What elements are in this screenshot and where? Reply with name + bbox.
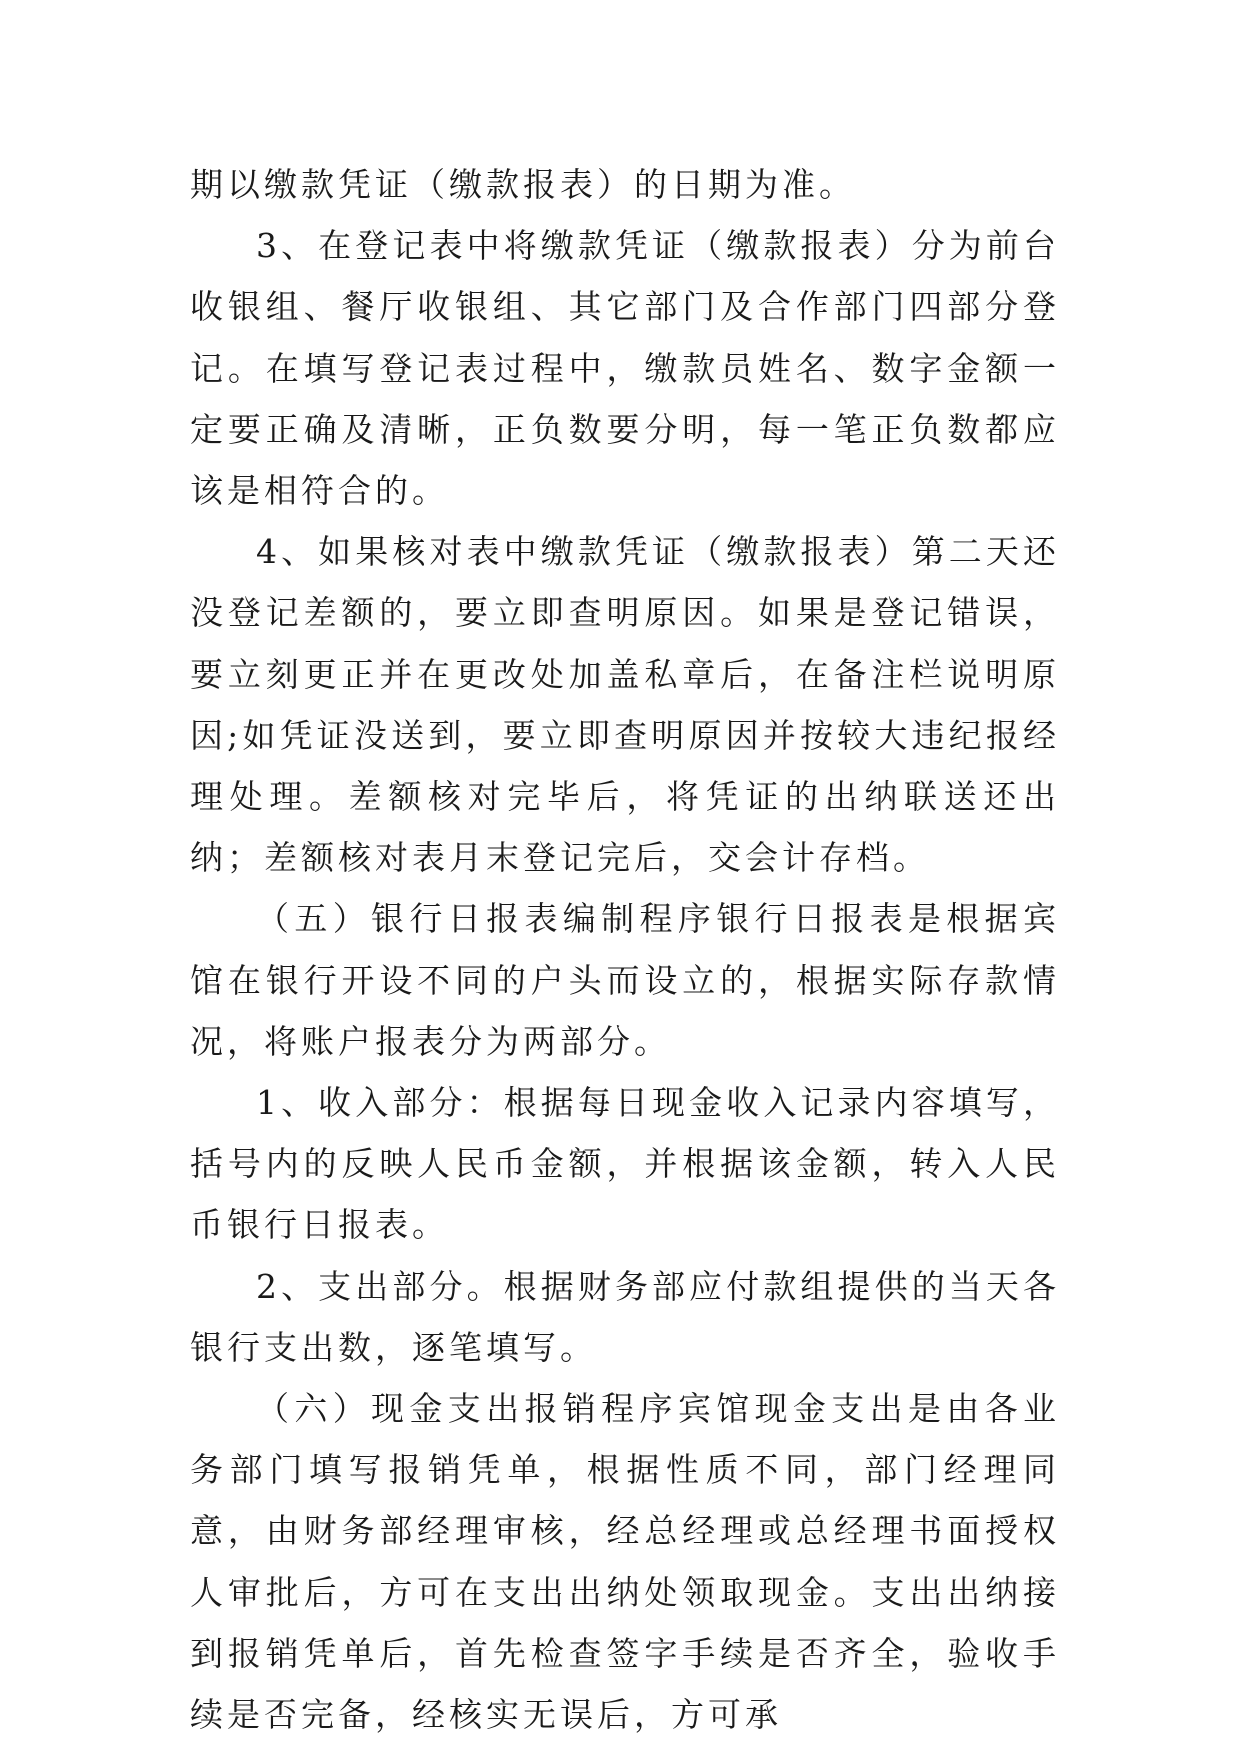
- paragraph-item-3: 3、在登记表中将缴款凭证（缴款报表）分为前台收银组、餐厅收银组、其它部门及合作部门四部分登记。在填写登记表过程中，缴款员姓名、数字金额一定要正确及清晰，正负数要分明，每一笔正负数都应该是相符合的。: [190, 226, 1060, 511]
- paragraph-item-4: 4、如果核对表中缴款凭证（缴款报表）第二天还没登记差额的，要立即查明原因。如果是登记错误，要立刻更正并在更改处加盖私章后，在备注栏说明原因;如凭证没送到，要立即查明原因并按较大违纪报经理处理。差额核对完毕后，将凭证的出纳联送还出纳；差额核对表月末登记完后，交会计存档。: [190, 532, 1060, 878]
- paragraph-section-6: （六）现金支出报销程序宾馆现金支出是由各业务部门填写报销凭单，根据性质不同，部门经理同意，由财务部经理审核，经总经理或总经理书面授权人审批后，方可在支出出纳处领取现金。支出出纳接到报销凭单后，首先检查签字手续是否齐全，验收手续是否完备，经核实无误后，方可承: [190, 1389, 1060, 1735]
- paragraph-section-5: （五）银行日报表编制程序银行日报表是根据宾馆在银行开设不同的户头而设立的，根据实际存款情况，将账户报表分为两部分。: [190, 899, 1060, 1061]
- document-body: [190, 154, 1060, 1745]
- paragraph-income-part: 1、收入部分：根据每日现金收入记录内容填写，括号内的反映人民币金额，并根据该金额，转入人民币银行日报表。: [190, 1083, 1060, 1245]
- paragraph-expense-part: 2、支出部分。根据财务部应付款组提供的当天各银行支出数，逐笔填写。: [190, 1266, 1060, 1367]
- paragraph-continuation: 期以缴款凭证（缴款报表）的日期为准。: [190, 165, 856, 204]
